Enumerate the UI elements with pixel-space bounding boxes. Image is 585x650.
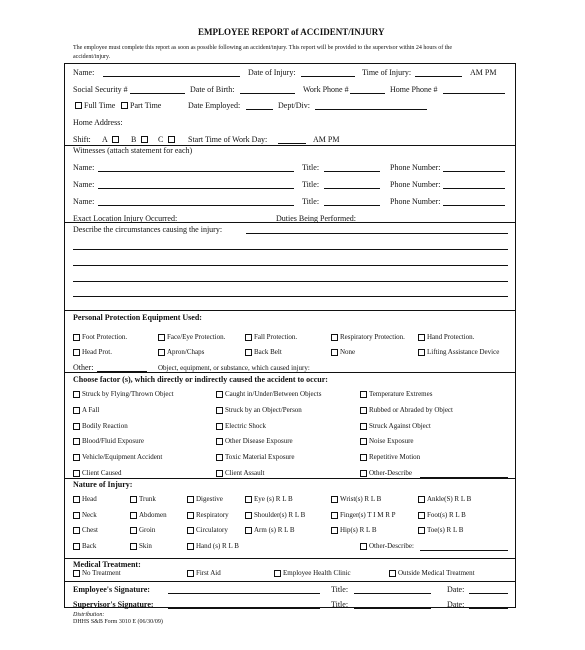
ppe-fall-checkbox[interactable]	[245, 334, 252, 341]
factor-noise-label: Noise Exposure	[369, 437, 414, 445]
ppe-back-belt-checkbox[interactable]	[245, 349, 252, 356]
witness2-title-field[interactable]	[324, 188, 380, 189]
factor-noise-checkbox[interactable]	[360, 438, 367, 445]
shift-label: Shift:	[73, 135, 91, 144]
injury-arms-checkbox[interactable]	[245, 527, 252, 534]
injury-fingers-label: Finger(s) T I M R P	[340, 511, 396, 519]
dept-field[interactable]	[315, 109, 427, 110]
divider-employee-signature	[64, 581, 516, 582]
factor-client-caused-checkbox[interactable]	[73, 470, 80, 477]
ppe-other-label: Other:	[73, 363, 94, 372]
injury-wrists-label: Wrist(s) R L B	[340, 495, 382, 503]
part-time-label: Part Time	[130, 101, 162, 110]
medical-employee-health-checkbox[interactable]	[274, 570, 281, 577]
injury-digestive-checkbox[interactable]	[187, 496, 194, 503]
ppe-respiratory-label: Respiratory Protection.	[340, 333, 405, 341]
injury-chest-checkbox[interactable]	[73, 527, 80, 534]
ppe-hand-label: Hand Protection.	[427, 333, 475, 341]
ppe-foot-label: Foot Protection.	[82, 333, 128, 341]
injury-abdomen-label: Abdomen	[139, 511, 167, 519]
injury-neck-checkbox[interactable]	[73, 512, 80, 519]
start-time-field[interactable]	[278, 143, 306, 144]
form-number: DHHS S&B Form 3010 E (06/30/09)	[73, 619, 163, 625]
circumstances-line-5[interactable]	[73, 296, 508, 297]
injury-trunk-checkbox[interactable]	[130, 496, 137, 503]
circumstances-line-4[interactable]	[73, 281, 508, 282]
exact-location-label: Exact Location Injury Occurred:	[73, 214, 178, 223]
injury-eyes-label: Eye (s) R L B	[254, 495, 293, 503]
employee-date-field[interactable]	[469, 593, 508, 594]
employee-signature-field[interactable]	[168, 593, 320, 594]
employee-title-label: Title:	[331, 585, 349, 594]
supervisor-title-label: Title:	[331, 600, 349, 609]
witness2-name-label: Name:	[73, 180, 95, 189]
medical-first-aid-checkbox[interactable]	[187, 570, 194, 577]
witness1-phone-label: Phone Number:	[390, 163, 441, 172]
name-label: Name:	[73, 68, 95, 77]
nature-heading: Nature of Injury:	[73, 480, 133, 489]
factor-struck-by-flying-checkbox[interactable]	[73, 391, 80, 398]
page-title: EMPLOYEE REPORT of ACCIDENT/INJURY	[198, 27, 385, 37]
factor-vehicle-checkbox[interactable]	[73, 454, 80, 461]
date-employed-label: Date Employed:	[188, 101, 241, 110]
ppe-none-label: None	[340, 348, 356, 356]
factor-rubbed-label: Rubbed or Abraded by Object	[369, 406, 453, 414]
witness1-title-field[interactable]	[324, 171, 380, 172]
medical-heading: Medical Treatment:	[73, 560, 141, 569]
ssn-label: Social Security #	[73, 85, 128, 94]
injury-respiratory-label: Respiratory	[196, 511, 229, 519]
date-of-injury-field[interactable]	[301, 76, 355, 77]
ppe-respiratory-checkbox[interactable]	[331, 334, 338, 341]
factor-struck-by-object-label: Struck by an Object/Person	[225, 406, 302, 414]
start-time-label: Start Time of Work Day:	[188, 135, 268, 144]
factor-toxic-material-label: Toxic Material Exposure	[225, 453, 295, 461]
shift-a-checkbox[interactable]	[112, 136, 119, 143]
witness2-phone-field[interactable]	[443, 188, 505, 189]
ppe-heading: Personal Protection Equipment Used:	[73, 313, 202, 322]
injury-digestive-label: Digestive	[196, 495, 223, 503]
injury-hips-label: Hip(s) R L B	[340, 526, 377, 534]
injury-neck-label: Neck	[82, 511, 97, 519]
dob-field[interactable]	[240, 93, 295, 94]
distribution-label: Distribution:	[73, 612, 105, 618]
injury-shoulders-label: Shoulder(s) R L B	[254, 511, 306, 519]
medical-no-treatment-label: No Treatment	[82, 569, 121, 577]
am-pm-text[interactable]: AM PM	[470, 68, 497, 77]
factor-blood-fluid-label: Blood/Fluid Exposure	[82, 437, 145, 445]
supervisor-title-field[interactable]	[354, 608, 431, 609]
witness2-phone-label: Phone Number:	[390, 180, 441, 189]
factor-caught-checkbox[interactable]	[216, 391, 223, 398]
factor-electric-shock-label: Electric Shock	[225, 422, 267, 430]
witness3-title-label: Title:	[302, 197, 320, 206]
supervisor-date-label: Date:	[447, 600, 465, 609]
supervisor-signature-field[interactable]	[168, 608, 320, 609]
home-phone-field[interactable]	[443, 93, 505, 94]
factor-temperature-label: Temperature Extremes	[369, 390, 433, 398]
shift-b-checkbox[interactable]	[141, 136, 148, 143]
ppe-hand-checkbox[interactable]	[418, 334, 425, 341]
full-time-checkbox[interactable]	[75, 102, 82, 109]
factor-rubbed-checkbox[interactable]	[360, 407, 367, 414]
divider-nature	[64, 478, 516, 479]
witness3-name-label: Name:	[73, 197, 95, 206]
factor-struck-by-flying-label: Struck by Flying/Thrown Object	[82, 390, 174, 398]
injury-ankles-label: Ankle(S) R L B	[427, 495, 472, 503]
date-employed-field[interactable]	[246, 109, 273, 110]
injury-circulatory-label: Circulatory	[196, 526, 228, 534]
circumstances-label: Describe the circumstances causing the injury:	[73, 225, 223, 234]
circumstances-line-1[interactable]	[246, 233, 508, 234]
injury-abdomen-checkbox[interactable]	[130, 512, 137, 519]
factor-repetitive-label: Repetitive Motion	[369, 453, 421, 461]
supervisor-date-field[interactable]	[469, 608, 508, 609]
factor-other-describe-field[interactable]	[420, 477, 508, 478]
witness2-name-field[interactable]	[98, 188, 294, 189]
factor-struck-against-label: Struck Against Object	[369, 422, 431, 430]
shift-c-label: C	[158, 135, 164, 144]
divider-medical	[64, 558, 516, 559]
injury-trunk-label: Trunk	[139, 495, 156, 503]
start-am-pm-text[interactable]: AM PM	[313, 135, 340, 144]
injury-arms-label: Arm (s) R L B	[254, 526, 295, 534]
ppe-other-field[interactable]	[97, 371, 147, 372]
employee-date-label: Date:	[447, 585, 465, 594]
witness3-title-field[interactable]	[324, 205, 380, 206]
injury-respiratory-checkbox[interactable]	[187, 512, 194, 519]
injury-skin-label: Skin	[139, 542, 152, 550]
injury-shoulders-checkbox[interactable]	[245, 512, 252, 519]
medical-outside-checkbox[interactable]	[389, 570, 396, 577]
dept-label: Dept/Div:	[278, 101, 310, 110]
injury-feet-checkbox[interactable]	[418, 512, 425, 519]
factor-a-fall-checkbox[interactable]	[73, 407, 80, 414]
work-phone-label: Work Phone #	[303, 85, 349, 94]
ppe-foot-checkbox[interactable]	[73, 334, 80, 341]
shift-a-label: A	[102, 135, 108, 144]
witness3-phone-label: Phone Number:	[390, 197, 441, 206]
medical-outside-label: Outside Medical Treatment	[398, 569, 475, 577]
employee-signature-label: Employee's Signature:	[73, 585, 150, 594]
injury-groin-checkbox[interactable]	[130, 527, 137, 534]
injury-toes-label: Toe(s) R L B	[427, 526, 464, 534]
factor-temperature-checkbox[interactable]	[360, 391, 367, 398]
factor-electric-shock-checkbox[interactable]	[216, 423, 223, 430]
employee-title-field[interactable]	[354, 593, 431, 594]
injury-chest-label: Chest	[82, 526, 98, 534]
witness1-phone-field[interactable]	[443, 171, 505, 172]
ppe-head-label: Head Prot.	[82, 348, 112, 356]
factor-struck-by-object-checkbox[interactable]	[216, 407, 223, 414]
ppe-face-eye-label: Face/Eye Protection.	[167, 333, 226, 341]
dob-label: Date of Birth:	[190, 85, 235, 94]
witness1-name-field[interactable]	[98, 171, 294, 172]
date-of-injury-label: Date of Injury:	[248, 68, 296, 77]
injury-head-checkbox[interactable]	[73, 496, 80, 503]
witnesses-heading: Witnesses (attach statement for each)	[73, 146, 193, 155]
factor-other-disease-label: Other Disease Exposure	[225, 437, 293, 445]
ppe-apron-checkbox[interactable]	[158, 349, 165, 356]
intro-text-line2: accident/injury.	[73, 54, 111, 60]
name-field[interactable]	[103, 76, 240, 77]
witness1-title-label: Title:	[302, 163, 320, 172]
supervisor-signature-label: Supervisor's Signature:	[73, 600, 154, 609]
part-time-checkbox[interactable]	[121, 102, 128, 109]
factor-a-fall-label: A Fall	[82, 406, 100, 414]
divider-ppe	[64, 310, 516, 311]
ppe-lifting-checkbox[interactable]	[418, 349, 425, 356]
circumstances-line-3[interactable]	[73, 265, 508, 266]
medical-no-treatment-checkbox[interactable]	[73, 570, 80, 577]
work-phone-field[interactable]	[350, 93, 385, 94]
injury-back-label: Back	[82, 542, 97, 550]
factor-caught-label: Caught in/Under/Between Objects	[225, 390, 322, 398]
injury-hips-checkbox[interactable]	[331, 527, 338, 534]
ppe-lifting-label: Lifting Assistance Device	[427, 348, 500, 356]
ppe-fall-label: Fall Protection.	[254, 333, 298, 341]
medical-first-aid-label: First Aid	[196, 569, 221, 577]
duties-label: Duties Being Performed:	[276, 214, 356, 223]
injury-feet-label: Foot(s) R L B	[427, 511, 466, 519]
divider-factors	[64, 372, 516, 373]
home-address-label: Home Address:	[73, 118, 123, 127]
injury-head-label: Head	[82, 495, 97, 503]
factors-heading: Choose factor (s), which directly or indirectly caused the accident to occur:	[73, 375, 328, 384]
witness3-phone-field[interactable]	[443, 205, 505, 206]
medical-employee-health-label: Employee Health Clinic	[283, 569, 351, 577]
injury-toes-checkbox[interactable]	[418, 527, 425, 534]
factor-other-describe-checkbox[interactable]	[360, 470, 367, 477]
factor-client-caused-label: Client Caused	[82, 469, 122, 477]
ppe-apron-label: Apron/Chaps	[167, 348, 205, 356]
injury-circulatory-checkbox[interactable]	[187, 527, 194, 534]
ppe-other-object-label: Object, equipment, or substance, which caused injury:	[158, 364, 310, 372]
injury-back-checkbox[interactable]	[73, 543, 80, 550]
factor-toxic-material-checkbox[interactable]	[216, 454, 223, 461]
ppe-head-checkbox[interactable]	[73, 349, 80, 356]
injury-wrists-checkbox[interactable]	[331, 496, 338, 503]
injury-eyes-checkbox[interactable]	[245, 496, 252, 503]
factor-client-assault-label: Client Assault	[225, 469, 265, 477]
injury-hands-checkbox[interactable]	[187, 543, 194, 550]
shift-c-checkbox[interactable]	[168, 136, 175, 143]
injury-fingers-checkbox[interactable]	[331, 512, 338, 519]
factor-other-describe-label: Other-Describe	[369, 469, 413, 477]
injury-groin-label: Groin	[139, 526, 156, 534]
injury-ankles-checkbox[interactable]	[418, 496, 425, 503]
shift-b-label: B	[131, 135, 137, 144]
circumstances-line-2[interactable]	[73, 249, 508, 250]
factor-other-disease-checkbox[interactable]	[216, 438, 223, 445]
injury-hands-label: Hand (s) R L B	[196, 542, 239, 550]
full-time-label: Full Time	[84, 101, 116, 110]
ppe-face-eye-checkbox[interactable]	[158, 334, 165, 341]
injury-skin-checkbox[interactable]	[130, 543, 137, 550]
intro-text-line1: The employee must complete this report as soon as possible following an accident/injury. This report will be provided to the supervisor within 24 hours of the	[73, 45, 453, 51]
injury-other-field[interactable]	[420, 550, 508, 551]
ppe-back-belt-label: Back Belt	[254, 348, 282, 356]
factor-blood-fluid-checkbox[interactable]	[73, 438, 80, 445]
ppe-none-checkbox[interactable]	[331, 349, 338, 356]
witness1-name-label: Name:	[73, 163, 95, 172]
time-of-injury-field[interactable]	[415, 76, 462, 77]
injury-other-checkbox[interactable]	[360, 543, 367, 550]
home-phone-label: Home Phone #	[390, 85, 438, 94]
witness2-title-label: Title:	[302, 180, 320, 189]
factor-struck-against-checkbox[interactable]	[360, 423, 367, 430]
ssn-field[interactable]	[130, 93, 185, 94]
witness3-name-field[interactable]	[98, 205, 294, 206]
time-of-injury-label: Time of Injury:	[362, 68, 412, 77]
factor-client-assault-checkbox[interactable]	[216, 470, 223, 477]
factor-vehicle-label: Vehicle/Equipment Accident	[82, 453, 163, 461]
factor-bodily-reaction-checkbox[interactable]	[73, 423, 80, 430]
factor-bodily-reaction-label: Bodily Reaction	[82, 422, 128, 430]
injury-other-label: Other-Describe:	[369, 542, 414, 550]
factor-repetitive-checkbox[interactable]	[360, 454, 367, 461]
